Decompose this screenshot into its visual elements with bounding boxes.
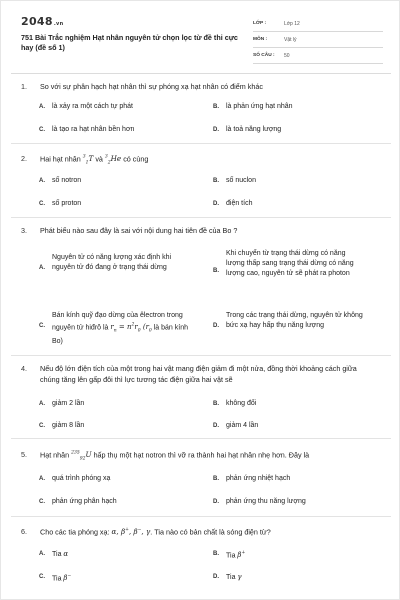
tritium-symbol: $^3_1$T bbox=[82, 154, 94, 166]
question-stem: 5. Hạt nhân $^{235}_{92}$U hấp thụ một hạt notron thì vỡ ra thành hai hạt nhân nhẹ hơn. Đây là bbox=[21, 450, 310, 462]
question-stem: 2. Hai hạt nhân $^3_1$T và $^3_2$He có cùng bbox=[21, 154, 149, 166]
header-divider bbox=[11, 73, 391, 74]
question-divider bbox=[11, 438, 391, 439]
question-divider bbox=[11, 355, 391, 356]
question-stem: 1. So với sự phân hạch hạt nhân thì sự phóng xạ hạt nhân có điểm khác bbox=[21, 82, 263, 91]
question-divider bbox=[11, 143, 391, 144]
document-title: 751 Bài Trắc nghiệm Hạt nhân nguyên tử chọn lọc từ đề thi cực hay (đề số 1) bbox=[21, 33, 238, 52]
beta-plus-symbol: β+ bbox=[237, 551, 246, 560]
gamma-symbol: γ bbox=[237, 573, 242, 581]
question-divider bbox=[11, 217, 391, 218]
question-stem: 3. Phát biểu nào sau đây là sai với nội dung hai tiên đề của Bo ? bbox=[21, 226, 238, 235]
helium-symbol: $^3_2$He bbox=[104, 154, 122, 166]
meta-question-count: SỐ CÂU : 50 bbox=[253, 50, 383, 64]
meta-class: LỚP : Lớp 12 bbox=[253, 18, 383, 32]
document-page: 2048.vn 751 Bài Trắc nghiệm Hạt nhân nguyên tử chọn lọc từ đề thi cực hay (đề số 1) LỚP : Lớp 12 MÔN : Vật lý SỐ CÂU : 50 1. So với sự phân hạch hạt nhân thì sự phóng xạ hạt nhân có điểm khác A. là xảy ra một cách tự phát B. là phản ứng hạt nhân C. là tạo ra hạt nhân bền hơn D. là toả năng lượng 2. Hai hạt nhân $^3_1$T và $^3_2$He có cùng A. số notron B. số nuclon C. số proton D. điện tích 3. Phát biểu nào sau đây là sai với nội dung hai tiên đề của Bo ? A. Nguyên tử có năng lượng xác định khi nguyên tử đó đang ở trạng thái dừng B. Khi chuyển từ trạng thái dừng có năng lượng thấp sang trạng thái dừng có năng lượng cao, nguyên tử sẽ phát ra photon C. Bán kính quỹ đạo dừng của êlectron trong nguyên tử hiđrô là $r_n = n^2r_0$ ($r_0$ là bán kính Bo) D. Trong các trạng thái dừng, nguyên tử không bức xạ hay hấp thụ năng lượng 4. Nếu độ lớn điện tích của một trong hai vật mang điện giảm đi một nửa, đồng thời khoảng cách giữa chúng tăng lên gấp đôi thì lực tương tác điện giữa hai vật sẽ A. giảm 2 lần B. không đổi C. giảm 8 lần D. giảm 4 lần 5. Hạt nhân $^{235}_{92}$U hấp thụ một hạt notron thì vỡ ra thành hai hạt nhân nhẹ hơn. Đây là A. quá trình phóng xạ B. phản ứng nhiệt hạch C. phản ứng phân hạch D. phản ứng thu năng lượng 6. Cho các tia phóng xạ: α, β+, β−, γ. Tia nào có bản chất là sóng điện từ? A. Tia α B. Tia β+ C. Tia β− D. Tia γ bbox=[0, 0, 400, 600]
document-meta bbox=[253, 18, 383, 66]
beta-minus-symbol: β− bbox=[63, 574, 72, 583]
document-header bbox=[21, 15, 383, 67]
question-stem: 6. Cho các tia phóng xạ: α, β+, β−, γ. Tia nào có bản chất là sóng điện từ? bbox=[21, 527, 271, 537]
question-divider bbox=[11, 516, 391, 517]
question-stem: 4. Nếu độ lớn điện tích của một trong hai vật mang điện giảm đi một nửa, đồng thời khoảng cách giữa chúng tăng lên gấp đôi thì lực tương tác điện giữa hai vật sẽ bbox=[21, 364, 357, 384]
meta-subject: MÔN : Vật lý bbox=[253, 34, 383, 48]
uranium-symbol: $^{235}_{92}$U bbox=[71, 450, 92, 462]
alpha-symbol: α bbox=[63, 550, 69, 558]
radiation-list: α, β+, β−, γ bbox=[111, 527, 151, 537]
site-logo[interactable]: 2048.vn bbox=[21, 15, 64, 28]
bohr-radius-formula: $r_n = n^2r_0$ ($r_0$ bbox=[110, 323, 152, 334]
